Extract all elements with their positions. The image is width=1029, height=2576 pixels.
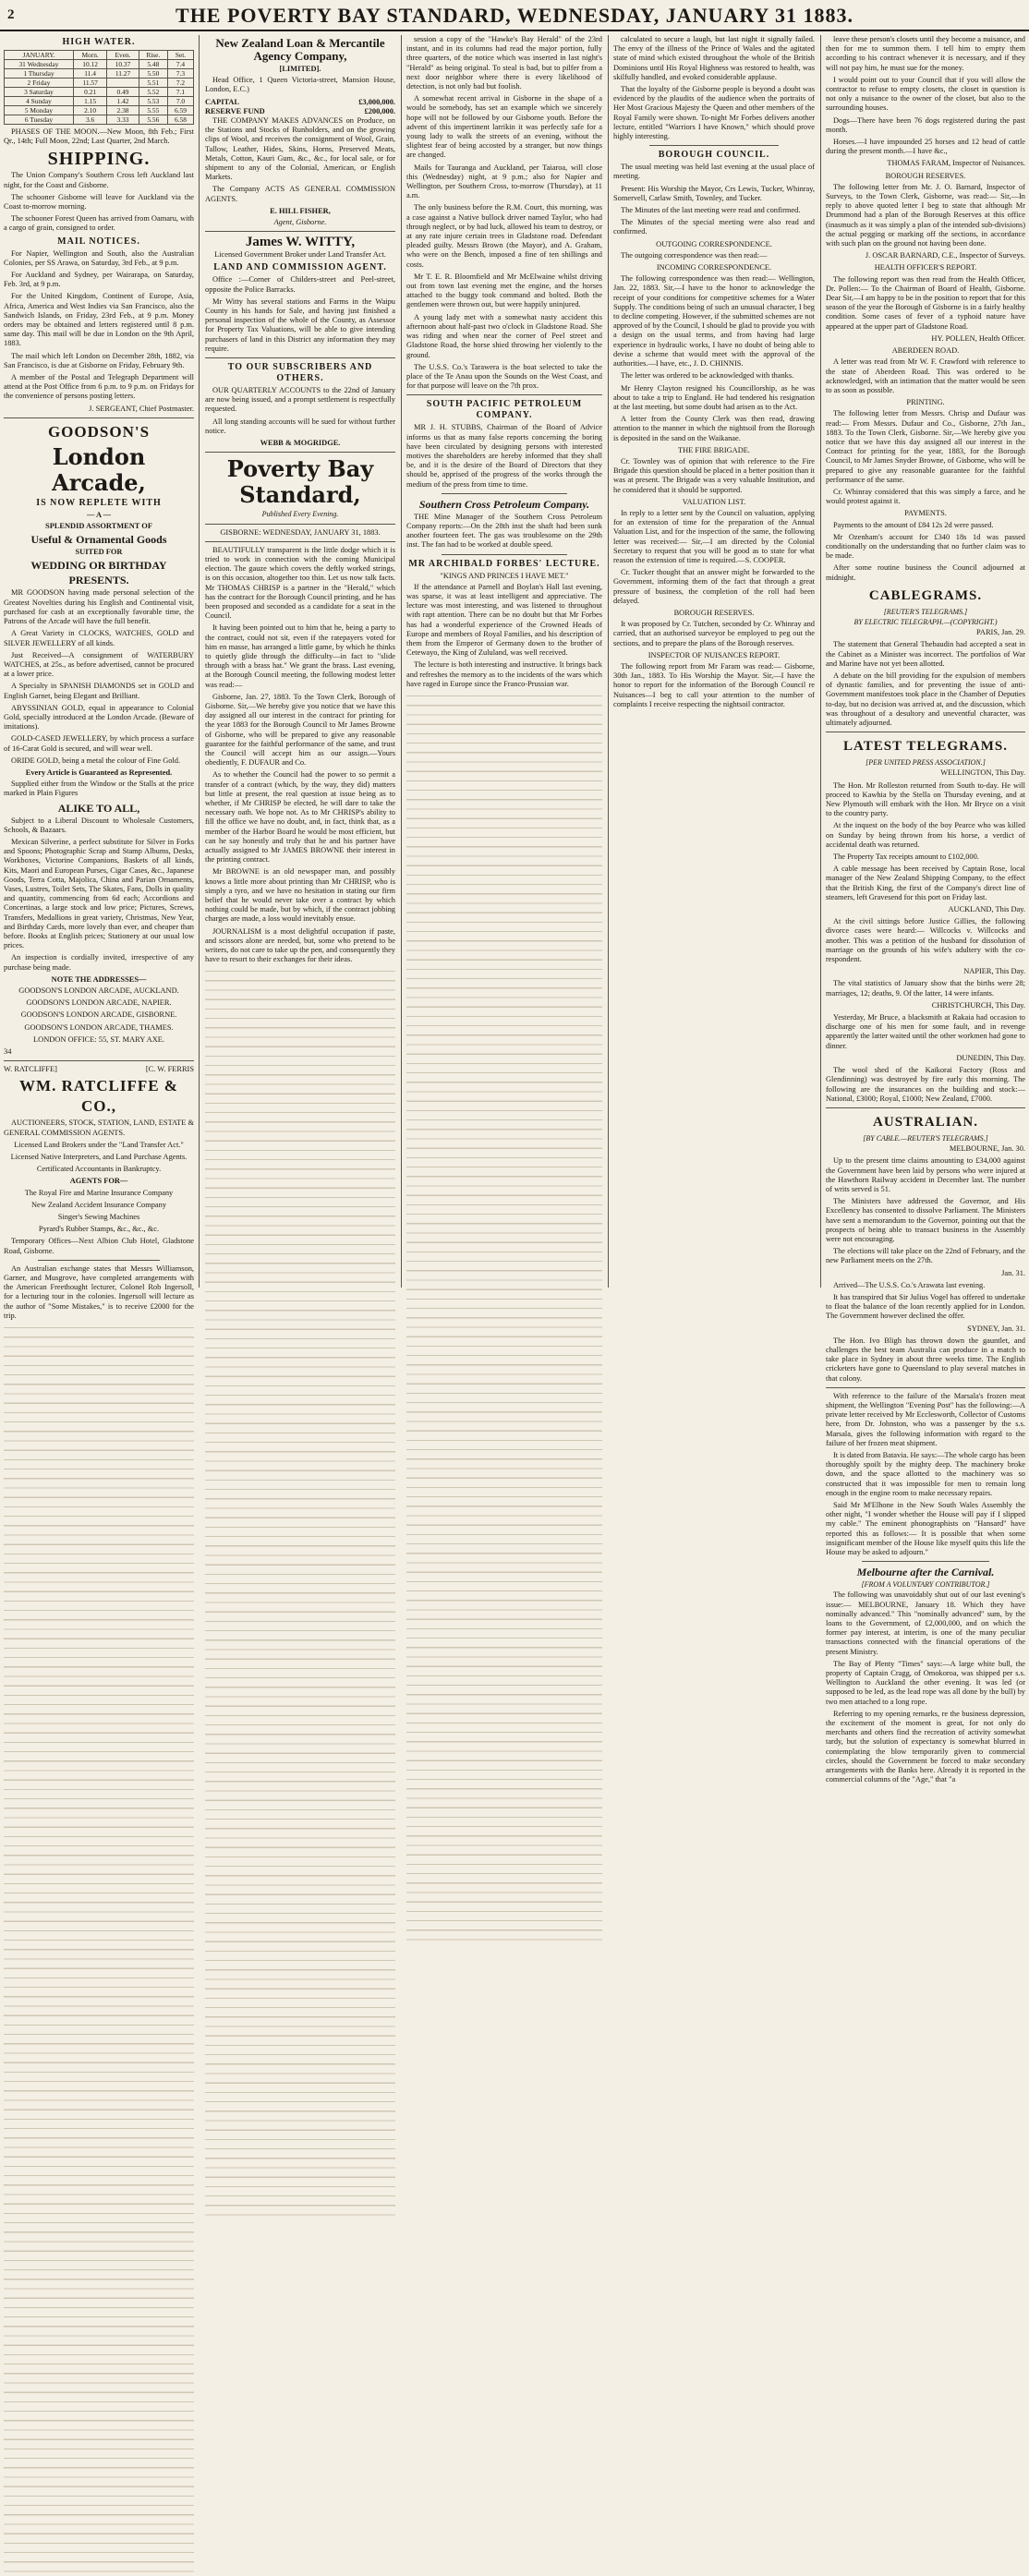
separator xyxy=(4,1060,194,1061)
editorial-paragraph: Mr BROWNE is an old newspaper man, and possibly knows a little more about printing than Mr CHRISP, who is simply a tyro, and we have no hesitation in stating our firm belief that he would never take over a contract by which nothing could be made, but by which, if the contract jobbing charges are made, a loss would inevitably ensue. xyxy=(205,867,395,924)
dateline: Jan. 31. xyxy=(1001,1268,1025,1277)
incoming-subheading: INCOMING CORRESPONDENCE. xyxy=(656,263,772,272)
shipping-heading: SHIPPING. xyxy=(47,149,151,170)
column-continuation xyxy=(205,967,395,2219)
tide-cell: 7.0 xyxy=(167,97,193,106)
tide-table-body xyxy=(5,60,194,125)
barnard-signature: J. OSCAR BARNARD, C.E., Inspector of Surveys. xyxy=(865,251,1025,260)
tide-row xyxy=(5,115,194,125)
separator xyxy=(38,1260,160,1261)
separator xyxy=(205,357,395,358)
tide-cell: 11.27 xyxy=(107,69,139,79)
separator xyxy=(205,452,395,453)
ad-line: Useful & Ornamental Goods xyxy=(30,533,167,547)
tide-header-cell: Rise. xyxy=(139,51,167,60)
tide-header-cell: Morn. xyxy=(73,51,106,60)
tide-cell: 5.52 xyxy=(139,88,167,97)
australian-paragraph: It has transpired that Sir Julius Vogel has offered to undertake to float the balance of the loan recently applied for in London. The Government however declined the offer. xyxy=(826,1292,1025,1321)
separator xyxy=(442,493,567,494)
tide-cell xyxy=(107,79,139,88)
tide-cell: 0.49 xyxy=(107,88,139,97)
loan-paragraph: The Company ACTS AS GENERAL COMMISSION AGENTS. xyxy=(205,185,395,203)
printing-subheading: PRINTING. xyxy=(906,398,945,407)
council-paragraph: The outgoing correspondence was then read:— xyxy=(621,250,768,260)
column-divider xyxy=(608,35,609,1288)
news-paragraph: Mr T. E. R. Bloomfield and Mr McElwaine whilst driving out from town last evening met the engine, and the horses attached to the buggy took command and bolted. Both the gentlemen were thrown out, but were happily uninjured. xyxy=(406,272,602,309)
list-item: LONDON OFFICE: 55, ST. MARY AXE. xyxy=(33,1034,164,1044)
dateline: GISBORNE: WEDNESDAY, JANUARY 31, 1883. xyxy=(220,527,381,537)
council-paragraph: The following correspondence was then read:— Wellington, Jan. 22, 1883. Sir,—I have to the honor to acknowledge the receipt of your conditions for competitive schemes for a Water Supply. The conditions being of such an unusual character, I beg to decline competing. However, if the submitted schemes are not approved of by the Council, I should be glad to provide you with a design on the usual terms, and from having had large experience in hydraulic works, I have no doubt of being able to devise a scheme that would meet with the approval of the authorities.—I have, etc., J. D. CHINNIS. xyxy=(613,274,815,369)
tide-cell: 10.12 xyxy=(73,60,106,69)
council-paragraph: Cr. Whinray considered that this was simply a farce, and he would protest against it. xyxy=(826,487,1025,506)
separator xyxy=(826,1107,1025,1108)
tide-table-header xyxy=(5,51,194,60)
ratcliffe-heading: WM. RATCLIFFE & CO., xyxy=(19,1077,178,1116)
council-paragraph: In reply to a letter sent by the Council on valuation, applying for an extension of time for the preparation of the Annual Valuation List, and for the inspection of the same, the following letter was received:— Sir,—I am directed by the Colonial Secretary to request that you will be good as to state for what reason the extension of time is required.—S. COOPER. xyxy=(613,508,815,564)
council-heading: BOROUGH COUNCIL. xyxy=(658,150,770,161)
goodson-paragraph: ABYSSINIAN GOLD, equal in appearance to Colonial Gold, specially introduced at the London Arcade. (Beware of imitations). xyxy=(4,703,194,732)
carnival-source: [FROM A VOLUNTARY CONTRIBUTOR.] xyxy=(861,1580,990,1590)
tide-cell: 5.55 xyxy=(139,106,167,115)
published-line: Published Every Evening. xyxy=(261,510,339,519)
council-paragraph: After some routine business the Council adjourned at midnight. xyxy=(826,563,1025,582)
cable-paragraph: The statement that General Thebaudin had accepted a seat in the Cabinet as a Minister was incorrect. The portfolios of War and Marine have not yet been allotted. xyxy=(826,640,1025,668)
council-paragraph: Horses.—I have impounded 25 horses and 12 head of cattle during the present month.—I have &c., xyxy=(826,138,1025,156)
tide-cell: 5.48 xyxy=(139,60,167,69)
separator xyxy=(205,524,395,525)
tide-row xyxy=(5,106,194,115)
column-divider xyxy=(820,35,821,1288)
tide-cell: 1 Thursday xyxy=(5,69,74,79)
tide-cell: 6 Tuesday xyxy=(5,115,74,125)
telegram-paragraph: The vital statistics of January show that the births were 28; marriages, 12; deaths, 9. Of the latter, 14 were infants. xyxy=(826,979,1025,998)
witty-paragraph: Mr Witty has several stations and Farms in the Waipu County in his hands for Sale, and having just finished a personal inspection of the whole of the County, as Assessor for Property Tax Valuations, will be able to give intending purchasers of land in this District any information they may require. xyxy=(205,296,395,353)
mail-paragraph: A member of the Postal and Telegraph Department will attend at the Post Office from 6 p.m. to 9 p.m. on Fridays for the convenience of persons posting letters. xyxy=(4,373,194,401)
alike-to-all: ALIKE TO ALL, xyxy=(57,801,140,815)
news-paragraph: session a copy of the "Hawke's Bay Herald" of the 23rd instant, and in its columns had read the major portion, fully three quarters, of the notice which was inserted in last night's "Herald" as being original. To steal is bad, but to pilfer from a next door neighbor where there is every likelihood of detection, is not only bad but foolish. xyxy=(406,35,602,91)
witty-heading: James W. WITTY, xyxy=(245,235,356,250)
nuisances-subheading: INSPECTOR OF NUISANCES REPORT. xyxy=(648,650,781,659)
ratcliffe-paragraph: Licensed Land Brokers under the "Land Transfer Act." xyxy=(14,1140,184,1149)
tide-row xyxy=(5,60,194,69)
tide-cell: 10.37 xyxy=(107,60,139,69)
separator xyxy=(442,554,567,555)
col5-block xyxy=(826,35,1025,583)
subscribers-heading: TO OUR SUBSCRIBERS AND OTHERS. xyxy=(227,362,373,384)
column-continuation xyxy=(406,692,602,1944)
witty-sub: Licensed Government Broker under Land Transfer Act. xyxy=(214,250,386,260)
telegram-paragraph: The wool shed of the Kaikorai Factory (Ross and Glendinning) was destroyed by fire early this morning. The following are the insurances on the building and stock:— National, £3000; Royal, £1000; New Zealand, £7000. xyxy=(826,1066,1025,1103)
dateline: PARIS, Jan. 29. xyxy=(976,628,1025,637)
forbes-subheading: "KINGS AND PRINCES I HAVE MET." xyxy=(440,571,569,580)
reserve-value: £200,000. xyxy=(364,106,395,115)
news-paragraph: The following was unavoidably shut out of our last evening's issue:— MELBOURNE, January 18. Which they have nominally advanced." This "nominally advanced" sum, by the loans to the Government, of £2,000,000, and on which the former pay interest, at interim, is one of the many peculiar transactions connected with the financial operations of the present Ministry. xyxy=(826,1590,1025,1656)
list-item: GOODSON'S LONDON ARCADE, NAPIER. xyxy=(26,998,172,1008)
ad-line: PRESENTS. xyxy=(68,574,129,587)
addresses-heading: NOTE THE ADDRESSES— xyxy=(51,974,147,984)
ratcliffe-left: W. RATCLIFFE] xyxy=(4,1065,57,1074)
tide-cell: 7.4 xyxy=(167,60,193,69)
column-divider xyxy=(401,35,402,1288)
ad-line: SUITED FOR xyxy=(75,548,123,557)
telegram-paragraph: At the inquest on the body of the boy Pearce who was killed on Sunday by being thrown from his horse, a verdict of accidental death was returned. xyxy=(826,821,1025,849)
separator xyxy=(826,1387,1025,1388)
tide-cell: 5.50 xyxy=(139,69,167,79)
ratcliffe-names xyxy=(4,1065,194,1074)
list-item: The Royal Fire and Marine Insurance Company xyxy=(24,1188,174,1197)
latest-heading: LATEST TELEGRAMS. xyxy=(843,739,1008,755)
subscribers-paragraph: OUR QUARTERLY ACCOUNTS to the 22nd of January are now being issued, and a prompt settlement is respectfully requested. xyxy=(205,386,395,414)
editorial-paragraph: JOURNALISM is a most delightful occupation if paste, and scissors alone are needed, but, some who pretend to be writers, do not care to take up the pen, and consequently they have to resort to their exchanges for their ideas. xyxy=(205,926,395,964)
loan-agent: E. HILL FISHER, xyxy=(270,206,331,215)
telegram-paragraph: At the civil sittings before Justice Gillies, the following divorce cases were heard:— Willcocks v. Willcocks and another. This was a petition of the husband for dissolution of marriage on the grounds of his wife's adultery with the co-respondent. xyxy=(826,917,1025,964)
reserves-subheading: BOROUGH RESERVES. xyxy=(673,608,755,617)
tide-row xyxy=(5,79,194,88)
reserves-subheading: BOROUGH RESERVES. xyxy=(885,171,966,180)
tide-cell: 2.10 xyxy=(73,106,106,115)
petroleum-heading: SOUTH PACIFIC PETROLEUM COMPANY. xyxy=(426,399,583,421)
dateline: AUCKLAND, This Day. xyxy=(948,905,1025,914)
column-continuation xyxy=(4,1324,194,2576)
southern-cross-heading: Southern Cross Petroleum Company. xyxy=(418,497,590,511)
council-paragraph: The following report from Mr Faram was read:— Gisborne, 30th Jan., 1883. To His Worship the Mayor. Sir,—I have the honor to report for the information of the Borough Council re Nuisances—I beg to call your attention to the number of complaints I receive respecting the nightsoil contractor. xyxy=(613,661,815,708)
tide-cell: 11.57 xyxy=(73,79,106,88)
arcade-heading: London Arcade, xyxy=(52,442,146,496)
council-paragraph: The Minutes of the last meeting were read and confirmed. xyxy=(621,206,801,215)
tide-cell: 7.2 xyxy=(167,79,193,88)
tide-cell: 5.56 xyxy=(139,115,167,125)
goodson-paragraph: Mexican Silverine, a perfect substitute for Silver in Forks and Spoons; Photographic Scrap and Stamp Albums, Desks, Workboxes, Victorine Companions, Baskets of all kinds, Kits, Maori and European Purses, Cigar Cases, &c., Japanese Goods, Terra Cotta, Majolica, China and Parian Ornaments, Vases, Lustres, Toilet Sets, The Skates, Fans, Dolls in quality and quantity, commencing from 6d each; Accordions and Concertinas, a large stock and low price; Pictures, Screws, Transfers, Medallions in great variety, Christmas, New Year, and Birthday Cards, more lovely than ever, and cheaper than before. Books at English prices; Stationery at our usual low prices. xyxy=(4,837,194,950)
tide-cell: 1.15 xyxy=(73,97,106,106)
faram-signature: THOMAS FARAM, Inspector of Nuisances. xyxy=(887,159,1025,168)
dateline: MELBOURNE, Jan. 30. xyxy=(949,1144,1025,1154)
cablegrams-heading: CABLEGRAMS. xyxy=(868,587,983,603)
witty-paragraph: Office :—Corner of Childers-street and Peel-street, opposite the Police Barracks. xyxy=(205,275,395,294)
tide-cell: 2 Friday xyxy=(5,79,74,88)
cable-paragraph: A debate on the bill providing for the expulsion of members of dynastic families, and for preventing the issue of anti-Government manifestoes took place in the Chamber of Deputies to-day, but no decision was arrived at, and the discussion, which was throughout of a desultory and uneventful character, was ultimately adjourned. xyxy=(826,671,1025,727)
tide-cell: 6.58 xyxy=(167,115,193,125)
dateline: CHRISTCHURCH, This Day. xyxy=(931,1000,1025,1010)
loan-office: Head Office, 1 Queen Victoria-street, Mansion House, London, E.C.) xyxy=(205,76,395,94)
subscribers-sign: WEBB & MOGRIDGE. xyxy=(260,439,341,448)
column-divider xyxy=(199,35,200,1288)
goodson-paragraph: GOLD-CASED JEWELLERY, by which process a surface of 16-Carat Gold is secured, and will wear well. xyxy=(4,734,194,753)
ad-line: WEDDING OR BIRTHDAY xyxy=(30,559,167,573)
australian-source: [BY CABLE.—REUTER'S TELEGRAMS.] xyxy=(863,1133,988,1143)
council-paragraph: It was proposed by Cr. Tutchen, seconded by Cr. Whinray and carried, that an authorised surveyor be employed to peg out the sections, and to prepare the plans of the Borough reserves. xyxy=(613,620,815,647)
goodson-paragraph: An inspection is cordially invited, irrespective of any purchase being made. xyxy=(4,953,194,972)
tide-cell: 3 Saturday xyxy=(5,88,74,97)
mail-notices-heading: MAIL NOTICES. xyxy=(57,236,140,247)
petroleum-paragraph: MR J. H. STUBBS, Chairman of the Board of Advice informs us that as many false reports concerning the boring have been circulated by designing persons with interested motives the shareholders are hereby informed that they shall be, and it is the desire of the Board of Directors that they should be, apprised of the progress of the works through the medium of the press from time to time. xyxy=(406,423,602,489)
capital-row xyxy=(205,98,395,107)
separator xyxy=(4,417,194,418)
news-paragraph: A young lady met with a somewhat nasty accident this afternoon about half-past two o'clock in Gladstone Road. She was riding and when near the corner of Peel street and Gladstone Road, the horse shied throwing her violently to the ground. xyxy=(406,312,602,359)
tide-cell: 3.33 xyxy=(107,115,139,125)
payments-subheading: PAYMENTS. xyxy=(904,509,947,518)
shipping-paragraph: The schooner Forest Queen has arrived from Oamaru, with a cargo of grain, consigned to order. xyxy=(4,214,194,233)
column-2 xyxy=(205,35,395,1288)
guarantee-line: Every Article is Guaranteed as Represented. xyxy=(25,768,173,777)
masthead-rule xyxy=(0,30,1029,31)
ad-line: — A — xyxy=(86,510,112,519)
news-paragraph: An Australian exchange states that Messrs Williamson, Garner, and Musgrove, have completed arrangements with the American Freethought lecturer, Colonel Rob Ingersoll, for a lecturing tour in the colonies. Ingersoll will lecture as the author of "Some Mistakes," is to receive £2000 for the trip. xyxy=(4,1264,194,1320)
list-item: GOODSON'S LONDON ARCADE, THAMES. xyxy=(24,1022,174,1032)
ad-line: IS NOW REPLETE WITH xyxy=(36,497,162,508)
tide-row xyxy=(5,88,194,97)
tide-header-cell: Set. xyxy=(167,51,193,60)
council-paragraph: I would point out to your Council that if you will allow the contractor to refuse to empty closets, the closet in question is not only a nuisance to the owner of the closet, but also to the surrounding houses. xyxy=(826,75,1025,113)
aberdeen-subheading: ABERDEEN ROAD. xyxy=(891,346,960,356)
reserve-label: RESERVE FUND xyxy=(205,106,265,115)
tide-header-cell: Even. xyxy=(107,51,139,60)
dateline: SYDNEY, Jan. 31. xyxy=(967,1324,1025,1333)
goodson-heading: GOODSON'S xyxy=(47,422,151,441)
news-paragraph: Mails for Tauranga and Auckland, per Taiaroa, will close this (Wednesday) night, at 9 p.m.; also for Napier and Wellington, per Southern Cross, to-morrow (Thursday), at 11 a.m. xyxy=(406,163,602,200)
mail-signature: J. SERGEANT, Chief Postmaster. xyxy=(89,404,194,413)
goodson-paragraph: Just Received—A consignment of WATERBURY WATCHES, at 25s., as before advertised, cannot be procured at a lower price. xyxy=(4,650,194,679)
mail-paragraph: For Napier, Wellington and South, also the Australian Colonies, per SS Arawa, on Saturday, 3rd Feb., at 9 p.m. xyxy=(4,248,194,267)
tide-cell: 3.6 xyxy=(73,115,106,125)
telegram-paragraph: The Property Tax receipts amount to £102,000. xyxy=(833,853,979,862)
council-paragraph: A letter from the County Clerk was then read, drawing attention to the manner in which the nightsoil from the Borough is deposited in the sand on the Waikanae. xyxy=(613,415,815,442)
capital-label: CAPITAL xyxy=(205,97,240,106)
council-paragraph: Mr Henry Clayton resigned his Councillorship, as he was about to take a trip to England. He had tendered his resignation at the last meeting, but some doubt had arisen as to the Act. xyxy=(613,383,815,411)
ad-number: 34 xyxy=(4,1047,12,1057)
tide-cell: 1.42 xyxy=(107,97,139,106)
mail-paragraph: For Auckland and Sydney, per Wairarapa, on Saturday, Feb. 3rd, at 9 p.m. xyxy=(4,271,194,289)
masthead xyxy=(0,0,1029,31)
council-paragraph: The usual meeting was held last evening at the usual place of meeting. xyxy=(613,163,815,181)
dateline: DUNEDIN, This Day. xyxy=(956,1053,1025,1062)
valuation-subheading: VALUATION LIST. xyxy=(682,497,746,506)
forbes-heading: MR ARCHIBALD FORBES' LECTURE. xyxy=(408,558,600,569)
loan-agent-role: Agent, Gisborne. xyxy=(273,218,327,227)
dateline: NAPIER, This Day. xyxy=(963,967,1025,976)
council-paragraph: The letter was ordered to be acknowledged with thanks. xyxy=(621,371,794,381)
editorial-paragraph: It having been pointed out to him that he, being a party to the contract, could not sit, even if the ratepayers voted for him en masse, has arranged a little game, by which he thinks to quietly glide through the difficulty—in fact to "slide through with a brass hat." We grant the brass. Last evening, at the Borough Council meeting, the following modest letter was read:— xyxy=(205,623,395,689)
tide-cell: 4 Sunday xyxy=(5,97,74,106)
cable-source: BY ELECTRIC TELEGRAPH.—(COPYRIGHT.) xyxy=(853,617,998,626)
list-item: GOODSON'S LONDON ARCADE, AUCKLAND. xyxy=(18,986,179,995)
shipping-paragraph: The schooner Gisborne will leave for Auckland via the Coast to-morrow morning. xyxy=(4,192,194,212)
news-paragraph: The only business before the R.M. Court, this morning, was a case against a Native bullock driver named Taylor, who had through neglect, or by bad luck, allowed his team to destroy, or at any rate injure certain trees in Gladstone road. Defendant pleaded guilty. Messrs Brown (the Mayor), and A. Graham, who were on the Bench, imposed a fine of ten shillings and costs. xyxy=(406,203,602,269)
goodson-paragraph: MR GOODSON having made personal selection of the Greatest Novelties during his English and Continental visit, purchased for cash at an exceptionally favorable time, the Patrons of the Arcade will have the full benefit. xyxy=(4,588,194,626)
shipping-paragraph: The Union Company's Southern Cross left Auckland last night, for the Coast and Gisborne. xyxy=(4,171,194,189)
separator xyxy=(205,231,395,232)
column-1 xyxy=(4,35,194,1320)
australian-paragraph: Arrived—The U.S.S. Co.'s Arawata last evening. xyxy=(833,1280,986,1289)
outgoing-subheading: OUTGOING CORRESPONDENCE. xyxy=(656,239,772,248)
reserve-row xyxy=(205,107,395,116)
council-paragraph: The following letter from Messrs. Chrisp and Dufaur was read:— From Messrs. Dufaur and Co., Gisborne, 27th Jan., 1883. To the Town Clerk, Gisborne. Sir,—We hereby give you notice that we have this day assigned all our interest in the Contract for printing for the year, 1883, for the Borough Council, to Mr James Snyder Browne, of Gisborne, who will be prepared to give any reasonable guarantee for the faithful performance of the same. xyxy=(826,409,1025,484)
council-paragraph: The Minutes of the special meeting were also read and confirmed. xyxy=(613,218,815,236)
australian-paragraph: The elections will take place on the 22nd of February, and the new Parliament meets on the 27th. xyxy=(826,1247,1025,1265)
council-paragraph: leave these person's closets until they become a nuisance, and then for me to summon them. I tell him to empty them according to his contract whenever it is necessary, and if they will not pay him, he must sue for the money. xyxy=(826,35,1025,72)
council-paragraph: A letter was read from Mr W. F. Crawford with reference to the state of Aberdeen Road. This was ordered to be acknowledged, with an intimation that the matter would be seen to as soon as possible. xyxy=(826,357,1025,394)
offices-paragraph: Temporary Offices—Next Albion Club Hotel, Gladstone Road, Gisborne. xyxy=(4,1237,194,1255)
news-paragraph: With reference to the failure of the Marsala's frozen meat shipment, the Wellington "Evening Post" has the following:—A private letter received by Mr Ecclesworth, Collector of Customs here, from Dr. Johnston, who was a passenger by the s.s. Marsala, gives the following information with regard to the failure of her frozen meat shipment. xyxy=(826,1391,1025,1447)
news-paragraph: It is dated from Batavia. He says:—The whole cargo has been thoroughly spoilt by the mighty deep. The machinery broke down, and the space allotted to the machinery was so constructed that it was impossible for men to remain long enough in the engine room to make necessary repairs. xyxy=(826,1451,1025,1497)
tide-cell: 7.1 xyxy=(167,88,193,97)
dateline: WELLINGTON, This Day. xyxy=(940,768,1025,778)
australian-paragraph: The Hon. Ivo Bligh has thrown down the gauntlet, and challenges the best team Australia can produce in a match to take place in Sydney in about three weeks time. The English cricketers have gone to Queensland to play several matches in that colony. xyxy=(826,1336,1025,1383)
tide-cell: 5.51 xyxy=(139,79,167,88)
australian-heading: AUSTRALIAN. xyxy=(873,1114,978,1130)
council-paragraph: The following report was then read from the Health Officer, Dr. Pollen:— To the Chairman of Board of Health, Gisborne. Dear Sir,—I am happy to be in the position to report that for this season of the year the Borough of Gisborne is in a fairly healthy condition. Some cases of fever of a typhoid nature have appeared at the upper part of Gladstone Road. xyxy=(826,274,1025,331)
tide-cell: 5 Monday xyxy=(5,106,74,115)
column-5 xyxy=(826,35,1025,1784)
telegram-paragraph: A cable message has been received by Captain Rose, local manager of the New Zealand Shipping Company, to the effect that the British King, the first of the Company's direct line of steamers, left Gravesend for this port on Friday last. xyxy=(826,865,1025,901)
agents-heading: AGENTS FOR— xyxy=(69,1177,128,1186)
tide-cell: 2.38 xyxy=(107,106,139,115)
separator xyxy=(649,145,779,146)
tide-table xyxy=(4,50,194,125)
list-item: GOODSON'S LONDON ARCADE, GISBORNE. xyxy=(20,1010,177,1020)
mail-paragraph: The mail which left London on December 28th, 1882, via San Francisco, is due at Gisborne on Friday, February 9th. xyxy=(4,351,194,369)
ratcliffe-paragraph: Certificated Accountants in Bankruptcy. xyxy=(36,1165,162,1174)
news-paragraph: That the loyalty of the Gisborne people is beyond a doubt was evidenced by the plaudits of the audience when the portraits of Her Most Gracious Majesty the Queen and other members of the Royal Family were shown. To-night Mr Forbes delivers another lecture, entitled "Warriors I have Known," which should prove highly interesting. xyxy=(613,85,815,141)
fire-subheading: THE FIRE BRIGADE. xyxy=(678,445,750,454)
editorial-paragraph: Gisborne, Jan. 27, 1883. To the Town Clerk, Borough of Gisborne. Sir,—We hereby give you notice that we have this day assigned all our interest in the contract for printing for the year 1883 for the Borough Council to Mr James Browne of Gisborne, who will be prepared to give any reasonable guarantee for the faithful performance of the same, and trust the Council will accept him as our assign.—Yours obediently, F. DUFAUR and Co. xyxy=(205,692,395,768)
high-water-heading: HIGH WATER. xyxy=(62,37,136,47)
tide-cell: 31 Wednesday xyxy=(5,60,74,69)
loan-company-heading: New Zealand Loan & Mercantile Agency Company, xyxy=(215,36,385,63)
news-paragraph: The U.S.S. Co.'s Tarawera is the boat selected to take the place of the Te Anau upon the Sounds on the West Coast, and for that purpose will leave on the 7th prox. xyxy=(406,362,602,391)
mail-paragraph: For the United Kingdom, Continent of Europe, Asia, Africa, America and West Indies via San Francisco, also the Sandwich Islands, on Friday, 23rd Feb., at 9 p.m. Money orders may be obtained and letters registered until 8 p.m. same day. This mail will be due in London on the 9th April, 1883. xyxy=(4,292,194,348)
goodson-paragraph: A Great Variety in CLOCKS, WATCHES, GOLD and SILVER JEWELLERY of all kinds. xyxy=(4,629,194,647)
tide-row xyxy=(5,97,194,106)
separator xyxy=(862,1561,989,1562)
list-item: Singer's Sewing Machines xyxy=(57,1213,140,1222)
news-paragraph: A somewhat recent arrival in Gisborne in the shape of a would be somebody, has set an example which we sincerely hope will not be followed by our Gisborne youth. Before the advent of this impertinent larrikin it was perfectly safe for a young lady to walk the streets of an evening, without the slightest fear of being accosted by a stranger, but now things are changed. xyxy=(406,94,602,160)
separator xyxy=(406,394,602,395)
news-paragraph: calculated to secure a laugh, but last night it signally failed. The envy of the illness of the Prince of Wales and the agitated state of mind which existed throughout the whole of the British Dominions until His Royal Highness was restored to health, was skilfully handled, and evoked considerable applause. xyxy=(613,35,815,81)
council-paragraph: Payments to the amount of £84 12s 2d were passed. xyxy=(833,520,994,529)
witty-land: LAND AND COMMISSION AGENT. xyxy=(213,262,387,273)
goodson-paragraph: Supplied either from the Window or the Stalls at the price marked in Plain Figures xyxy=(4,780,194,798)
council-paragraph: Dogs—There have been 76 dogs registered during the past month. xyxy=(826,115,1025,134)
council-paragraph: Cr. Townley was of opinion that with reference to the Fire Brigade this question should be placed in a better position than it was at present. The Brigade was a very valuable Institution, and he considered that it should be supported. xyxy=(613,456,815,494)
telegram-paragraph: Yesterday, Mr Bruce, a blacksmith at Rakaia had occasion to discharge one of his men for some fault, and in revenge apparently the latter waited until the other workmen had gone to dinner. xyxy=(826,1013,1025,1050)
column-4 xyxy=(613,35,815,1288)
tide-cell: 7.3 xyxy=(167,69,193,79)
addresses-list xyxy=(4,986,194,1045)
council-paragraph: Mr Ozenham's account for £340 18s 1d was passed conditionally on the understanding that no further claim was to be made. xyxy=(826,532,1025,561)
ratcliffe-paragraph: AUCTIONEERS, STOCK, STATION, LAND, ESTATE & GENERAL COMMISSION AGENTS. xyxy=(4,1119,194,1137)
council-paragraph: Present: His Worship the Mayor, Crs Lewis, Tucker, Whinray, Somervell, Carlaw Smith, Townley, and Tucker. xyxy=(613,184,815,202)
page-number: 2 xyxy=(7,7,15,22)
tide-header-cell: JANUARY. xyxy=(5,51,74,60)
capital-value: £3,000,000. xyxy=(358,97,395,106)
cable-source: [REUTER'S TELEGRAMS.] xyxy=(883,607,968,616)
editorial-paragraph: As to whether the Council had the power to so permit a transfer of a contract (which, by the way, they did) matters but little at present, the real question at issue being as to whether, if Mr CHRISP be elected, he will dare to take the necessary oath. We hope not. As to Mr CHRISP's ability to fill the office we have no doubt, and, in fact, think that, as a member of the Harbor Board he would be most efficient, but can he say honestly and truly that he and his partner have actually assigned to Mr JAMES BROWNE their interest in the printing contract. xyxy=(205,770,395,865)
tide-cell: 0.21 xyxy=(73,88,106,97)
council-paragraph: Cr. Tucker thought that an answer might be forwarded to the Government, informing them of the fact that through a great pressure of business, the completion of the roll had been delayed. xyxy=(613,568,815,605)
subscribers-paragraph: All long standing accounts will be sued for without further notice. xyxy=(205,417,395,435)
health-subheading: HEALTH OFFICER'S REPORT. xyxy=(874,263,977,272)
separator xyxy=(205,541,395,542)
council-paragraph: The following letter from Mr. J. O. Barnard, Inspector of Surveys, to the Town Clerk, Gisborne, was read:— Sir,—In reply to above quoted letter I beg to state that although Mr Drummond had a plan of the Borough Reserves at this office (inasmuch as it was simply a plan of the intended sub-divisions) the actual pegging or marking off the sections, in accordance with such plan on the ground not having been done. xyxy=(826,182,1025,248)
ratcliffe-right: [C. W. FERRIS xyxy=(145,1065,194,1074)
loan-paragraph: THE COMPANY MAKES ADVANCES on Produce, on the Stations and Stocks of Runholders, and on the growing clips of Wool, and receives the consignment of Wool, Grain, Tallow, Leather, Hides, Skins, Horns, Preserved Meats, Metals, Cotton, Kauri Gum, &c., &c., for local sale, or for shipment to any of the Colonial, American, or English Markets. xyxy=(205,116,395,182)
loan-limited: [LIMITED]. xyxy=(279,65,321,73)
latest-source: [PER UNITED PRESS ASSOCIATION.] xyxy=(866,758,986,768)
ad-line: SPLENDID ASSORTMENT OF xyxy=(45,522,152,531)
goodson-paragraph: Subject to a Liberal Discount to Wholesale Customers, Schools, & Bazaars. xyxy=(4,816,194,834)
ratcliffe-paragraph: Licensed Native Interpreters, and Land Purchase Agents. xyxy=(10,1153,188,1162)
telegram-paragraph: The Hon. Mr Rolleston returned from South to-day. He will proceed to Kawhia by the Stella on Thursday evening, and at New Plymouth will embark with the Hon. Mr Bryce on a visit to the country party. xyxy=(826,780,1025,818)
agents-list xyxy=(4,1189,194,1235)
pollen-signature: HY. POLLEN, Health Officer. xyxy=(931,333,1025,343)
southern-cross-paragraph: THE Mine Manager of the Southern Cross Petroleum Company reports:—On the 28th inst the shaft had been sunk another fourteen feet. The gas was troublesome on the 29th inst. The fan had to be worked at double speed. xyxy=(406,512,602,550)
column-3 xyxy=(406,35,602,1288)
newspaper-title: THE POVERTY BAY STANDARD, WEDNESDAY, JANUARY 31 1883. xyxy=(176,4,853,27)
australian-paragraph: The Ministers have addressed the Governor, and His Excellency has consented to dissolve Parliament. The Ministers have sent a memorandum to the Governor, pointing out that the prospects of being able to transact business in the Assembly were not encouraging. xyxy=(826,1197,1025,1243)
tide-cell: 11.4 xyxy=(73,69,106,79)
list-item: New Zealand Accident Insurance Company xyxy=(30,1200,167,1209)
moon-phases: PHASES OF THE MOON.—New Moon, 8th Feb.; First Qr., 14th; Full Moon, 22nd; Last Quarter, 2nd March. xyxy=(4,127,194,146)
tide-row xyxy=(5,69,194,79)
paper-nameplate: Poverty Bay Standard, xyxy=(226,455,374,509)
news-paragraph: Referring to my opening remarks, re the business depression, the excitement of the moment is great, for not only do merchants and others find the recreation of activity somewhat tardy, but the solution of expectancy is somewhat blurred in contemplating the blow temporarily given to commercial circles, should the Government be forced to make secondary arrangements with the Banks here. Already it is reported in the commercial columns of the "Age," that "a xyxy=(826,1709,1025,1784)
news-paragraph: The Bay of Plenty "Times" says:—A large white bull, the property of Captain Cragg, of Omokoroa, was shipped per s.s. Wellington to Auckland the other evening. It was led (or supposed to be led, as the lead rope was all done by the bull) by two men attached to a long rope. xyxy=(826,1659,1025,1706)
goodson-paragraph: A Specialty in SPANISH DIAMONDS set in GOLD and English Garnet, being Elegant and Brilliant. xyxy=(4,682,194,700)
carnival-heading: Melbourne after the Carnival. xyxy=(856,1566,995,1579)
list-item: Pyrard's Rubber Stamps, &c., &c., &c. xyxy=(38,1225,160,1234)
goodson-paragraph: ORIDE GOLD, being a metal the colour of Fine Gold. xyxy=(11,756,181,765)
tide-cell: 6.59 xyxy=(167,106,193,115)
forbes-paragraph: If the attendance at Parnell and Boylan's Hall last evening, was sparse, it was at least intelligent and appreciative. The lecture was most interesting, and was listened to throughout with rapt attention. There can be no doubt but that Mr Forbes has had a wonderful experience of the Crowned Heads of Europe and members of Royal Families, and his description of them from the Emperor of Germany down to the brother of Cetewayo, the King of Zululand, was well received. xyxy=(406,582,602,658)
forbes-paragraph: The lecture is both interesting and instructive. It brings back and refreshes the memory as to the incidents of the wars which have raged in Europe since the Franco-Prussian war. xyxy=(406,660,602,688)
tide-cell: 5.53 xyxy=(139,97,167,106)
news-paragraph: Said Mr M'Elhone in the New South Wales Assembly the other night, "I wonder whether the House will pay if I slipped my cable." The eminent phonographists on "Hansard" have reported this as follows:— It is possible that when some insignificant member of the House like myself quits this life the House may be asked to adjourn." xyxy=(826,1501,1025,1557)
editorial-paragraph: BEAUTIFULLY transparent is the little dodge which it is tried to work in connection with the coming Municipal election. The gauze which covers the deftly worked strings, is on this occasion, altogether too thin. Let us now talk facts. Mr THOMAS CHRISP is a partner in the "Herald," which has the contract for the Borough Council printing, and he has been proposed and seconded as a candidate for a seat in the Council. xyxy=(205,545,395,621)
australian-paragraph: Up to the present time claims amounting to £34,000 against the Government have been laid by persons who were injured at the Hawthorn Railway accident in December last. The number of writs served is 51. xyxy=(826,1156,1025,1193)
